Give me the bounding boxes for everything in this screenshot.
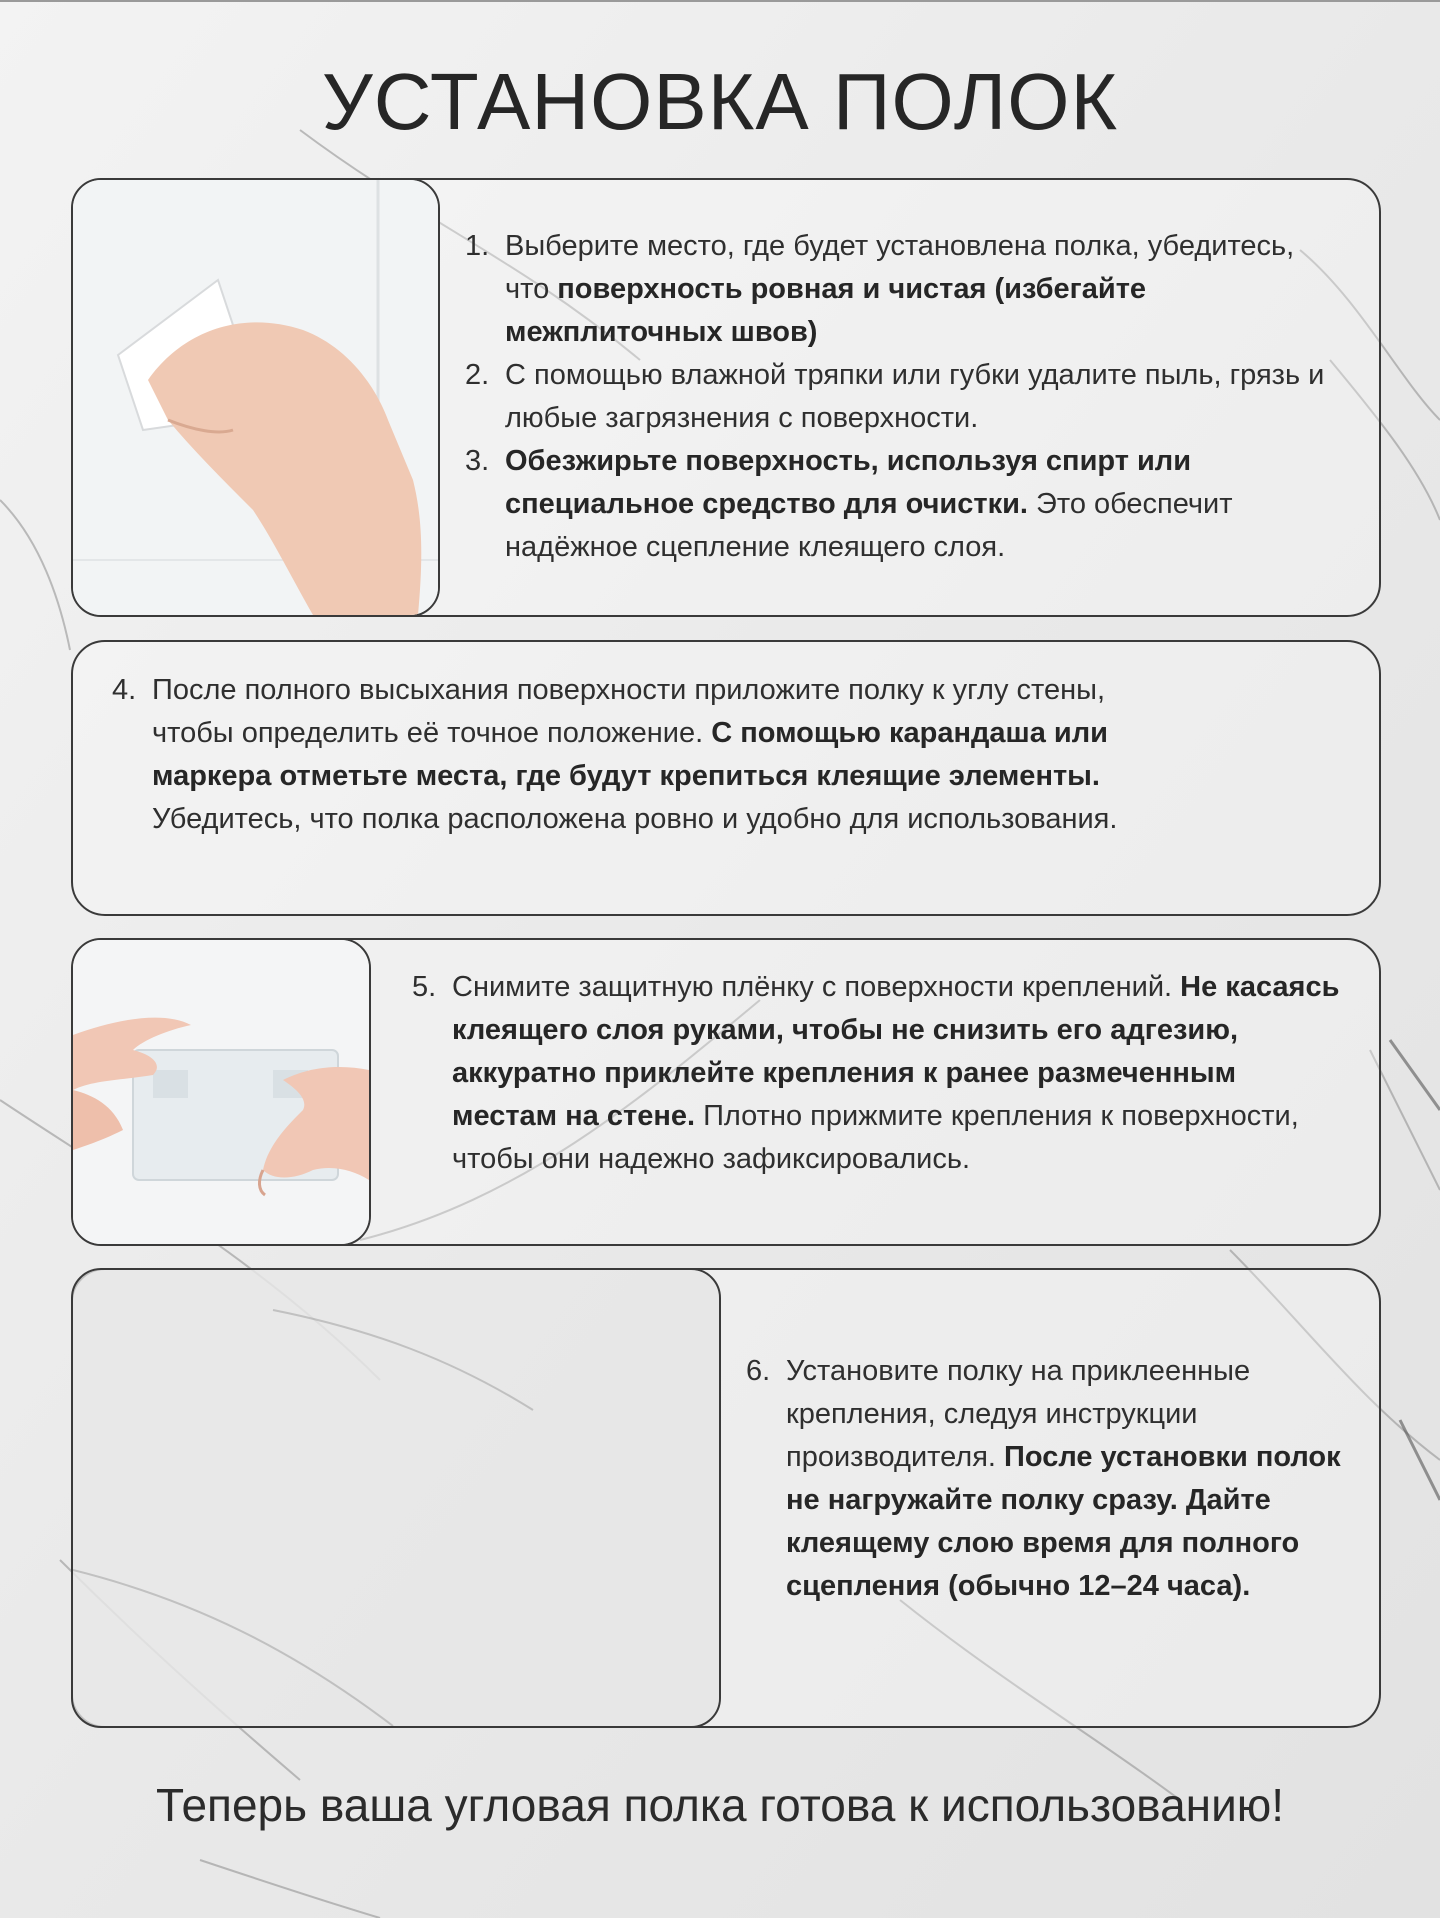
step-3: 3. Обезжирьте поверхность, используя спирт или специальное средство для очистки. Это обеспечит надёжное сцепление клеящего слоя.: [465, 445, 1233, 563]
step-5: 5. Снимите защитную плёнку с поверхности креплений. Не касаясь клеящего слоя руками, чтобы не снизить его адгезию, аккуратно приклейте крепления к ранее размеченным местам на стене. Плотно прижмите крепления к поверхности, чтобы они надежно зафиксировались.: [412, 971, 1340, 1175]
step-6: 6. Установите полку на приклеенные крепления, следуя инструкции производителя. После установки полок не нагружайте полку сразу. Дайте клеящему слою время для полного сцепления (обычно 12–24 часа).: [746, 1355, 1341, 1602]
step-1: 1. Выберите место, где будет установлена полка, убедитесь, что поверхность ровная и чистая (избегайте межплиточных швов): [465, 230, 1295, 348]
step-2: 2. С помощью влажной тряпки или губки удалите пыль, грязь и любые загрязнения с поверхности.: [465, 359, 1325, 434]
installed-shelf-photo: [71, 1268, 721, 1728]
peel-film-photo: [71, 938, 371, 1246]
top-rule: [0, 0, 1440, 2]
step-4: 4. После полного высыхания поверхности приложите полку к углу стены, чтобы определить её точное положение. С помощью карандаша или маркера отметьте места, где будут крепиться клеящие элементы. Убедитесь, что полка расположена ровно и удобно для использования.: [112, 674, 1118, 835]
wipe-surface-photo: [71, 178, 440, 617]
closing-message: Теперь ваша угловая полка готова к использованию!: [155, 1779, 1285, 1831]
page-title: УСТАНОВКА ПОЛОК: [321, 57, 1119, 146]
